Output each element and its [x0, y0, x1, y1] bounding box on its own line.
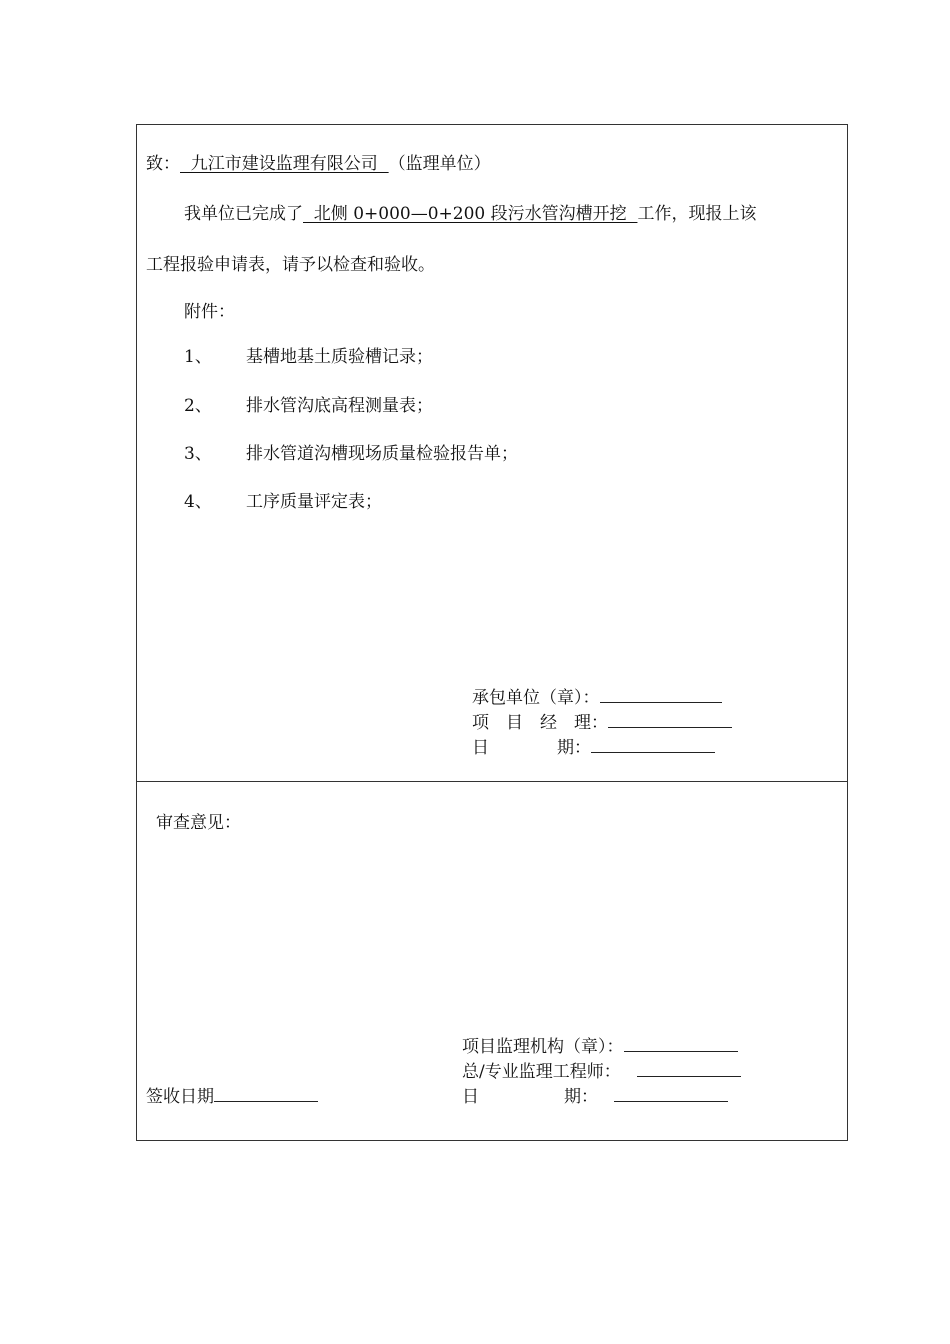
- attachment-text: 排水管道沟槽现场质量检验报告单；: [246, 444, 518, 464]
- attachment-item: [184, 491, 382, 513]
- supervision-org-field[interactable]: [624, 1035, 738, 1052]
- attachment-text: 基槽地基土质验槽记录；: [246, 347, 433, 367]
- contractor-date-label: 日 期：: [472, 738, 591, 758]
- contractor-seal-field[interactable]: [600, 686, 722, 703]
- supervision-company: 九江市建设监理有限公司: [180, 154, 389, 174]
- section-divider: [136, 781, 848, 782]
- attachment-number: 2、: [184, 396, 212, 416]
- statement-end: 工作，现报上该: [637, 204, 757, 224]
- work-item: 北侧 0+000—0+200 段污水管沟槽开挖: [303, 204, 638, 224]
- contractor-date-row: [472, 736, 715, 759]
- attachment-item: [184, 346, 433, 368]
- inspection-request-form: [136, 124, 848, 1141]
- receipt-date-label: 签收日期: [146, 1087, 214, 1107]
- supervision-org-row: [462, 1035, 738, 1058]
- review-opinion-label: 审查意见：: [156, 813, 241, 833]
- completion-statement-line2: 工程报验申请表，请予以检查和验收。: [146, 255, 435, 275]
- attachment-number: 1、: [184, 347, 212, 367]
- addressee-suffix: （监理单位）: [388, 154, 491, 174]
- attachments-label: 附件：: [184, 302, 235, 322]
- supervising-engineer-label: 总/专业监理工程师：: [462, 1062, 621, 1082]
- receipt-date-field[interactable]: [214, 1085, 318, 1102]
- project-manager-label: 项 目 经 理：: [472, 713, 608, 733]
- addressee-prefix: 致：: [146, 154, 180, 174]
- statement-start: 我单位已完成了: [184, 204, 303, 224]
- supervising-engineer-row: [462, 1060, 741, 1083]
- attachment-number: 3、: [184, 444, 212, 464]
- contractor-seal-row: [472, 686, 722, 709]
- addressee-line: [146, 153, 491, 175]
- attachment-item: [184, 395, 433, 417]
- attachment-text: 排水管沟底高程测量表；: [246, 396, 433, 416]
- contractor-date-field[interactable]: [591, 736, 715, 753]
- attachment-number: 4、: [184, 492, 212, 512]
- review-date-field[interactable]: [614, 1085, 728, 1102]
- attachment-text: 工序质量评定表；: [246, 492, 382, 512]
- project-manager-row: [472, 711, 732, 734]
- receipt-date-row: [146, 1085, 318, 1108]
- contractor-seal-label: 承包单位（章）：: [472, 688, 600, 708]
- completion-statement: [184, 203, 756, 225]
- supervision-org-label: 项目监理机构（章）：: [462, 1037, 624, 1057]
- review-date-row: [462, 1085, 728, 1108]
- review-date-label: 日 期：: [462, 1087, 598, 1107]
- supervising-engineer-field[interactable]: [637, 1060, 741, 1077]
- project-manager-field[interactable]: [608, 711, 732, 728]
- attachment-item: [184, 443, 518, 465]
